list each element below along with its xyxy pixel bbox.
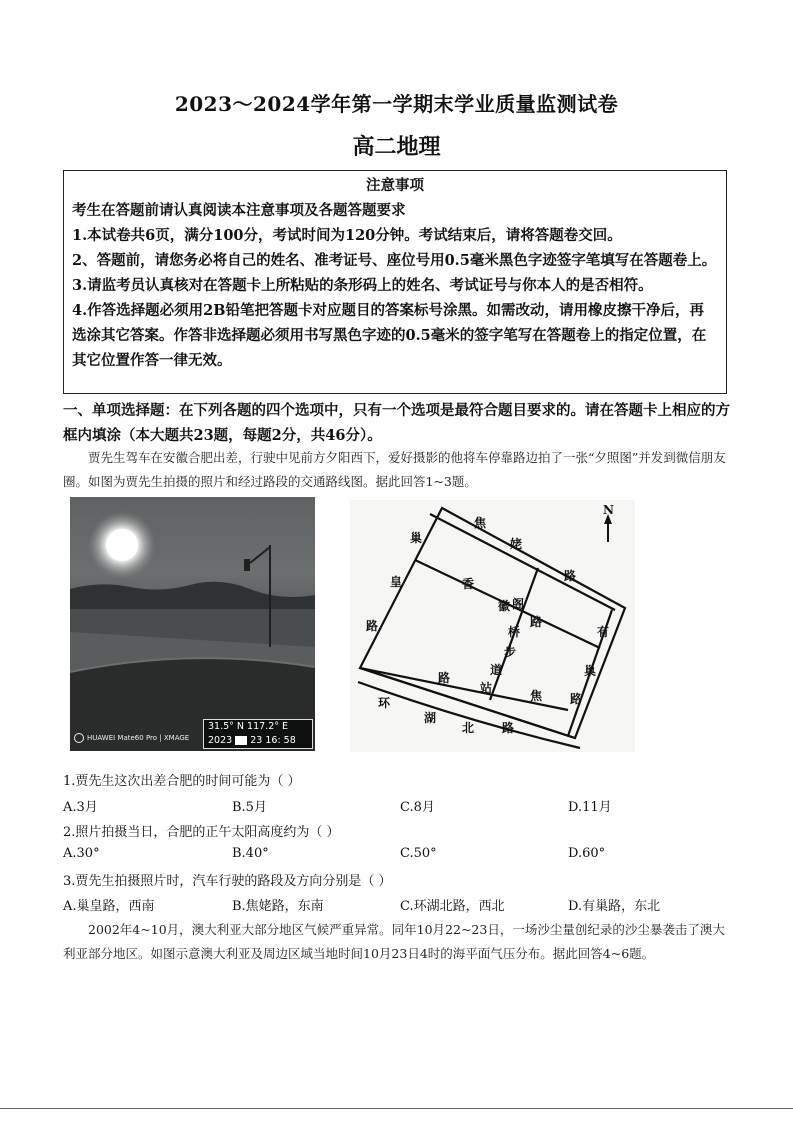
map-label: 桥 xyxy=(508,625,521,639)
map-label: 路 xyxy=(530,615,543,629)
question-3-option-d: D.有巢路，东北 xyxy=(568,899,661,914)
map-label: 站 xyxy=(480,681,493,695)
question-2-option-c: C.50° xyxy=(400,846,437,861)
passage-2: 2002年4~10月，澳大利亚大部分地区气候严重异常。同年10月22~23日，一场沙尘量创纪录的沙尘暴袭击了澳大利亚部分地区。如图示意澳大利亚及周边区域当地时间10月23日4时的海平面气压分布。据此回答4~6题。 xyxy=(63,922,725,961)
question-3-option-a: A.巢皇路，西南 xyxy=(63,899,155,914)
question-1-option-b: B.5月 xyxy=(232,800,267,815)
map-label: 路 xyxy=(438,671,451,685)
notice-heading: 注意事项 xyxy=(366,177,424,194)
map-label: 焦 xyxy=(530,689,543,703)
map-bg xyxy=(350,500,635,752)
notice-line: 1.本试卷共6页，满分100分，考试时间为120分钟。考试结束后，请将答题卷交回。 xyxy=(72,227,622,244)
section-heading: 一、单项选择题：在下列各题的四个选项中，只有一个选项是最符合题目要求的。请在答题卡上相应的方框内填涂（本大题共23题，每题2分，共46分）。 xyxy=(63,402,730,444)
photo-watermark xyxy=(203,719,313,749)
map-label: 有 xyxy=(597,625,610,639)
camera-logo-icon xyxy=(74,733,84,743)
page-bottom-rule xyxy=(0,1108,793,1109)
watermark-coords: 31.5° N 117.2° E xyxy=(208,721,289,732)
question-3-option-c: C.环湖北路，西北 xyxy=(400,899,505,914)
camera-brand xyxy=(74,733,189,743)
exam-title: 2023～2024学年第一学期末学业质量监测试卷 xyxy=(174,92,619,116)
question-3-stem: 3.贾先生拍摄照片时，汽车行驶的路段及方向分别是（ ） xyxy=(63,874,392,889)
sun xyxy=(106,529,138,561)
question-2-option-a: A.30° xyxy=(63,846,100,861)
map-label: 路 xyxy=(502,721,515,735)
sunset-photo xyxy=(70,497,315,751)
watermark-year: 2023 xyxy=(208,735,233,746)
map-label: 步 xyxy=(504,645,517,659)
tree-line xyxy=(70,582,315,609)
question-1-option-a: A.3月 xyxy=(63,800,98,815)
map-label: 焦 xyxy=(474,516,487,530)
question-1-option-d: D.11月 xyxy=(568,800,612,815)
passage-1: 贾先生驾车在安徽合肥出差，行驶中见前方夕阳西下，爱好摄影的他将车停靠路边拍了一张“夕照图”并发到微信朋友圈。如图为贾先生拍摄的照片和经过路段的交通路线图。据此回答1~3题。 xyxy=(63,450,726,489)
notice-box xyxy=(63,170,727,394)
lamp-arm xyxy=(250,547,270,563)
camera-brand-text: HUAWEI Mate60 Pro | XMAGE xyxy=(87,734,190,742)
redacted-block xyxy=(235,736,247,745)
question-2-option-d: D.60° xyxy=(568,846,606,861)
road-map xyxy=(350,500,635,752)
map-label: 环 xyxy=(378,696,391,710)
question-2-option-b: B.40° xyxy=(232,846,269,861)
map-label: 香 xyxy=(462,577,475,591)
question-1-option-c: C.8月 xyxy=(400,800,435,815)
map-label: 阁 xyxy=(512,597,525,611)
map-label: 巢 xyxy=(584,664,597,678)
map-label: 北 xyxy=(462,721,475,735)
question-1-stem: 1.贾先生这次出差合肥的时间可能为（ ） xyxy=(63,774,301,789)
traffic-light xyxy=(244,559,250,571)
notice-line: 3.请监考员认真核对在答题卡上所粘贴的条形码上的姓名、考试证号与你本人的是否相符。 xyxy=(72,277,653,294)
question-2-stem: 2.照片拍摄当日，合肥的正午太阳高度约为（ ） xyxy=(63,825,340,840)
question-3-option-b: B.焦姥路，东南 xyxy=(232,899,324,914)
map-label: 皇 xyxy=(390,575,403,589)
map-label: 巢 xyxy=(410,531,423,545)
map-label: 路 xyxy=(564,569,577,583)
map-label: 路 xyxy=(366,619,379,633)
notice-line: 考生在答题前请认真阅读本注意事项及各题答题要求 xyxy=(72,202,406,219)
notice-line: 4.作答选择题必须用2B铅笔把答题卡对应题目的答案标号涂黑。如需改动，请用橡皮擦干净后，再选涂其它答案。作答非选择题必须用书写黑色字迹的0.5毫米的签字笔写在答题卷上的指定位置，在其它位置作答一律无效。 xyxy=(72,302,707,369)
watermark-time xyxy=(208,734,312,748)
map-label: 路 xyxy=(570,692,583,706)
north-label: N xyxy=(603,503,614,517)
map-label: 徽 xyxy=(498,599,511,613)
map-label: 湖 xyxy=(424,711,437,725)
map-label: 姥 xyxy=(510,537,523,551)
map-label: 道 xyxy=(490,663,503,677)
watermark-clock: 23 16: 58 xyxy=(250,735,296,746)
subject-title: 高二地理 xyxy=(352,134,441,160)
photo-scene xyxy=(70,497,315,751)
notice-line: 2、答题前，请您务必将自己的姓名、准考证号、座位号用0.5毫米黑色字迹签字笔填写在答题卷上。 xyxy=(72,252,717,269)
